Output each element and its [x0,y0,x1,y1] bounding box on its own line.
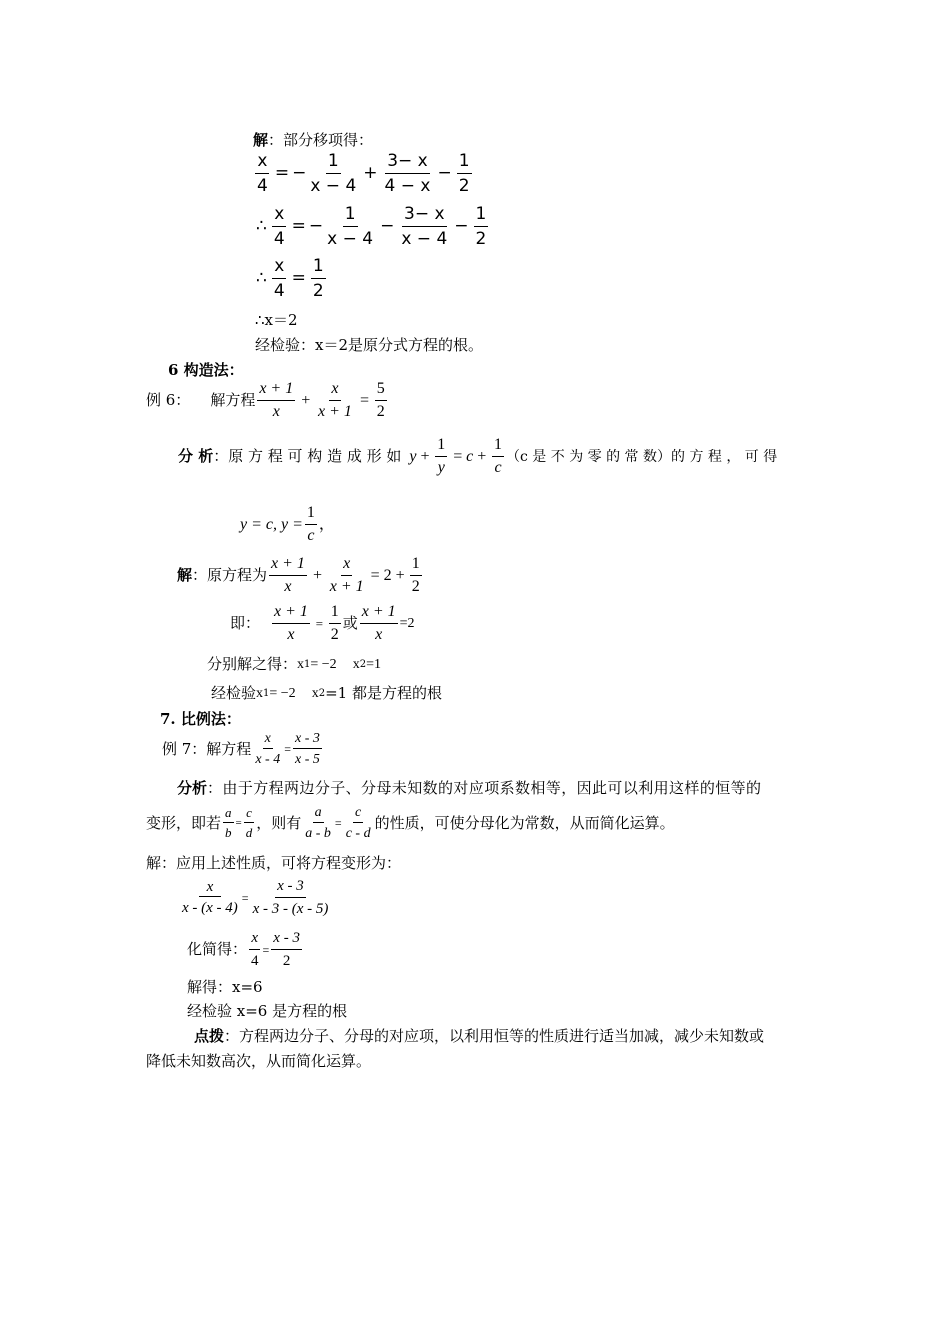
sec7-solution-line: 解：应用上述性质，可将方程变形为： [146,854,402,872]
sec7-solved: 解得：x=6 [187,978,263,996]
sec7-tip-line-1 [194,1029,764,1044]
sec7-tip-line-2: 降低未知数高次，从而简化运算。 [146,1052,372,1070]
sec7-analysis-line-1 [177,781,761,796]
fraction: $\frac{x}{x + 1}$ [318,380,352,420]
sec5-solution-line [253,133,373,148]
fraction: $\frac{c}{d}$ [245,805,253,841]
example-label: 例 6： [146,391,191,410]
example-text: 解方程 [210,391,256,410]
fraction: $\frac{x - 3}{x - 3 - (x - 5)}$ [252,878,329,917]
solution-label: 解 [253,131,269,149]
analysis-label: 分析 [177,779,208,797]
analysis-text: ：由于方程两边分子、分母未知数的对应项系数相等，因此可以利用这样的恒等的 [207,779,762,797]
fraction: $\frac{1}{2}$ [475,204,487,249]
sec6-separately: 分别解之得： x 1 = −2 x 2 =1 [207,655,381,673]
sec7-heading: 7. 比例法： [160,710,241,728]
example-equation: $\frac{x}{x - 4}$ = $\frac{x - 3}{x - 5}$ [255,731,320,768]
fraction: $\frac{x + 1}{x}$ [271,555,305,595]
sec5-equation-3: ∴ $\frac{x}{4}$ = $\frac{1}{2}$ [256,256,324,301]
sec6-ie [230,604,415,644]
or-text: 或 [342,614,358,633]
property-2: $\frac{a}{a - b}$ = $\frac{c}{c - d}$ [305,805,371,842]
sec6-heading: 6 构造法： [168,361,244,379]
form-equation: y + $\frac{1}{y}$ = c + $\frac{1}{c}$ [409,436,502,476]
fraction: $\frac{x + 1}{x}$ [259,380,294,420]
fraction: $\frac{x}{x - 4}$ [255,731,281,768]
fraction: $\frac{1}{2}$ [312,256,324,301]
fraction: $\frac{1}{x - 4}$ [327,204,374,249]
fraction: $\frac{x + 1}{x}$ [361,603,396,643]
sec7-transformed-equation: $\frac{x}{x - (x - 4)}$ = $\frac{x - 3}{x - 3 - (x - 5)}$ [182,878,329,917]
fraction: $\frac{1}{c}$ [306,504,315,544]
solution-label: 解 [177,566,193,585]
fraction: $\frac{5}{2}$ [376,380,385,420]
fraction: $\frac{1}{x - 4}$ [310,151,357,196]
sec5-equation-2: ∴ $\frac{x}{4}$ = − $\frac{1}{x - 4}$ − $\frac{3- x}{x - 4}$ − $\frac{1}{2}$ [256,204,487,249]
solution-text: ：原方程为 [192,566,268,585]
fraction: $\frac{3- x}{x - 4}$ [401,204,448,249]
fraction: $\frac{1}{2}$ [411,555,420,595]
example-label: 例 7：解方程 [162,739,252,758]
fraction: $\frac{1}{y}$ [437,436,446,476]
fraction: $\frac{x}{4}$ [273,204,285,249]
fraction: $\frac{x}{4}$ [257,151,268,196]
sec7-simplify: 化简得： $\frac{x}{4}$ = $\frac{x - 3}{2}$ [187,930,304,969]
solution-equation: $\frac{x + 1}{x}$ + $\frac{x}{x + 1}$ = 2 + $\frac{1}{2}$ [271,555,420,595]
sec6-solution [177,556,424,596]
fraction: $\frac{1}{2}$ [458,151,470,196]
fraction: $\frac{a}{a - b}$ [305,805,331,842]
sec6-example [146,381,389,421]
sec5-check: 经检验：x＝2是原分式方程的根。 [255,336,484,354]
analysis-tail: （c 是 不 为 零 的 常 数）的 方 程 ， 可 得 [506,448,778,465]
fraction: $\frac{1}{2}$ [330,603,339,643]
sec6-check: 经检验 x 1 = −2 x 2 =1 都是方程的根 [211,684,442,702]
fraction: $\frac{3- x}{4 - x}$ [384,151,431,196]
fraction: $\frac{a}{b}$ [225,805,232,841]
example-equation: $\frac{x + 1}{x}$ + $\frac{x}{x + 1}$ = $\frac{5}{2}$ [259,380,385,420]
analysis-label: 分 析 [178,447,214,466]
sec5-result: ∴x＝2 [255,311,298,329]
fraction: $\frac{x}{x + 1}$ [329,555,364,595]
sec7-check: 经检验 x=6 是方程的根 [187,1002,348,1020]
fraction: $\frac{x - 3}{x - 5}$ [294,731,320,768]
solution-text: ：部分移项得： [268,131,374,149]
analysis-text: ：原 方 程 可 构 造 成 形 如 [213,447,402,466]
simplified-equation: $\frac{x}{4}$ = $\frac{x - 3}{2}$ [251,930,300,969]
therefore-symbol: ∴ [256,216,267,237]
sec5-equation-1: $\frac{x}{4}$ = − $\frac{1}{x - 4}$ + $\frac{3- x}{4 - x}$ − $\frac{1}{2}$ [257,151,470,196]
sec6-analysis [178,437,777,477]
ie-label: 即： [230,614,261,633]
fraction: $\frac{c}{c - d}$ [345,805,371,842]
tip-label: 点拨 [194,1027,225,1045]
sec6-result: y = c, y = $\frac{1}{c}$ ， [240,504,335,544]
fraction: $\frac{x}{x - (x - 4)}$ [182,879,238,916]
fraction: $\frac{x}{4}$ [273,256,285,301]
sec7-analysis-line-2: 变形，即若 $\frac{a}{b}$ = $\frac{c}{d}$ ，则有 $\frac{a}{a - b}$ = $\frac{c}{c - d}$ 的性质，可使分母化为常数，从而简化运算。 [146,805,675,842]
tip-text: ：方程两边分子、分母的对应项，以利用恒等的性质进行适当加减，减少未知数或 [224,1027,765,1045]
fraction: $\frac{x}{4}$ [251,930,259,969]
property-1: $\frac{a}{b}$ = $\frac{c}{d}$ [225,805,253,841]
sec7-example [162,731,324,768]
ie-equation-2: $\frac{x + 1}{x}$ =2 [361,603,415,643]
ie-equation-1: $\frac{x + 1}{x}$ = $\frac{1}{2}$ [274,603,339,643]
fraction: $\frac{x + 1}{x}$ [274,603,308,643]
fraction: $\frac{1}{c}$ [494,436,502,476]
fraction: $\frac{x - 3}{2}$ [273,930,300,969]
therefore-symbol: ∴ [256,268,267,289]
